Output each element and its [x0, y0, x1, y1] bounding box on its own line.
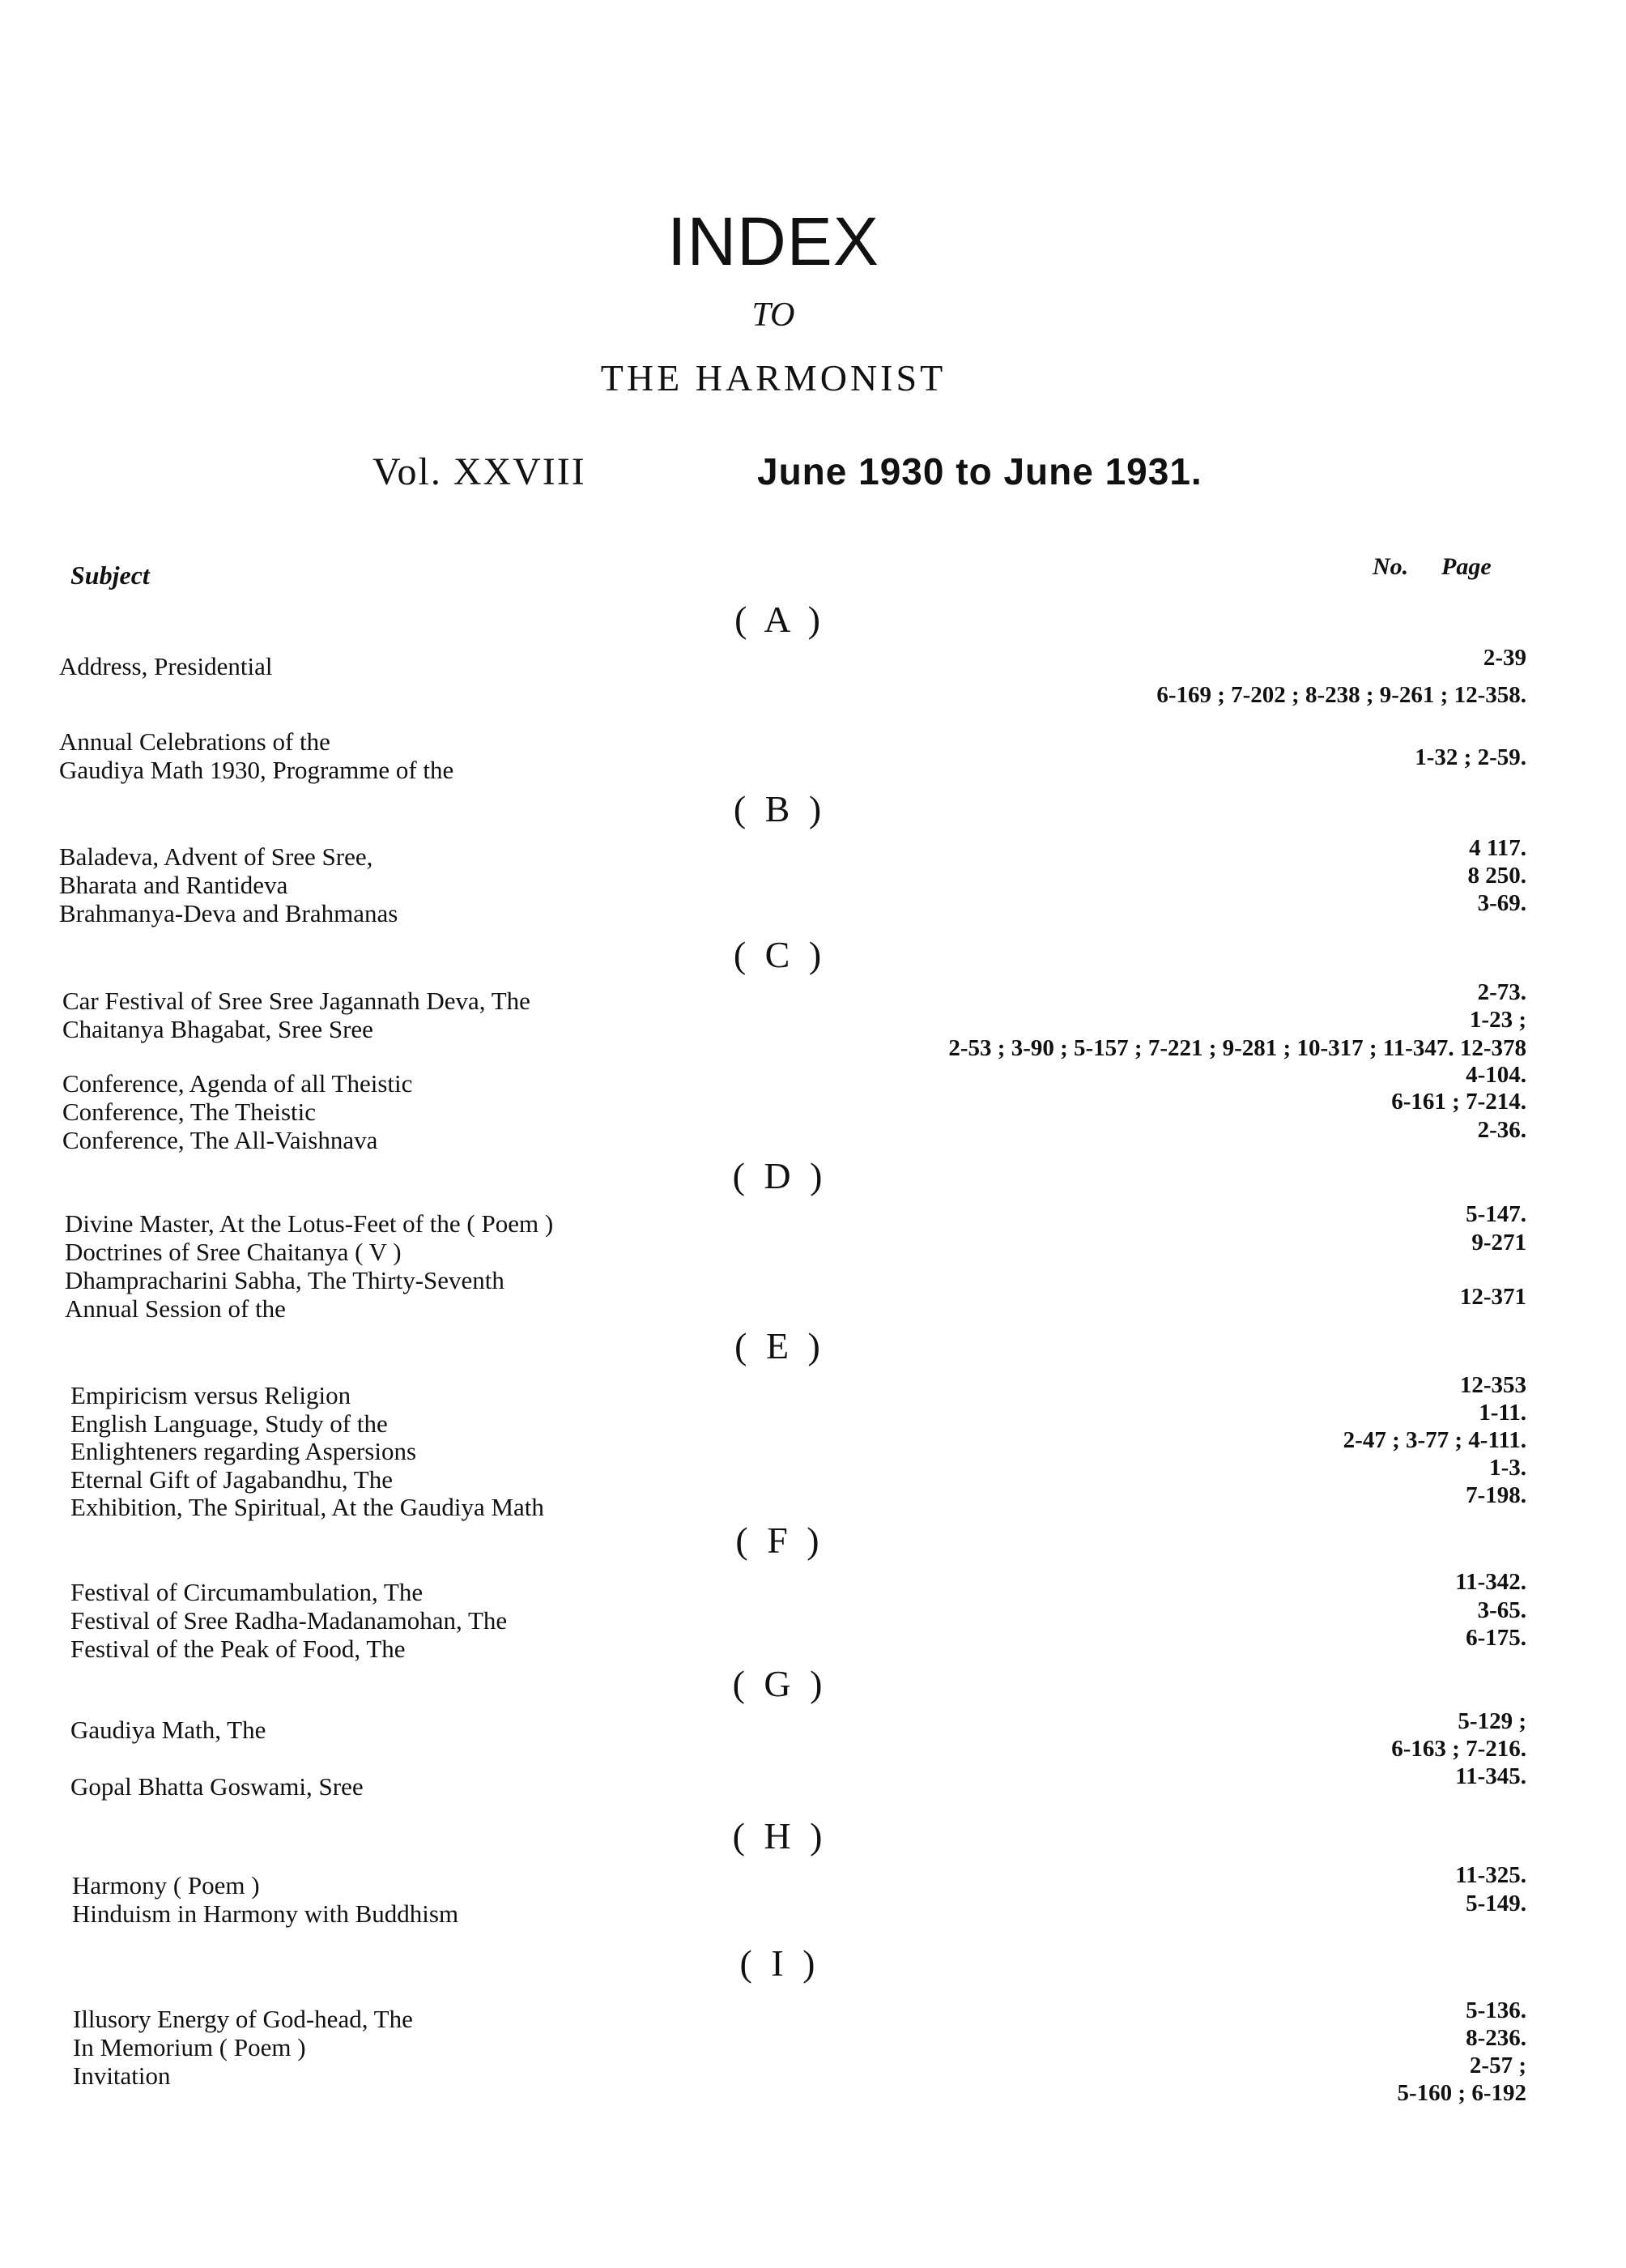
- index-entry-ref: 3-69.: [1477, 890, 1526, 916]
- index-entry-subject: Festival of Circumambulation, The: [70, 1578, 424, 1606]
- section-letter-i: ( I ): [739, 1942, 820, 1984]
- index-title: INDEX: [667, 203, 879, 279]
- index-entry-subject: Divine Master, At the Lotus-Feet of the ( Poem ): [65, 1209, 554, 1238]
- index-entry-subject: Illusory Energy of God-head, The: [73, 2005, 413, 2033]
- index-entry-ref: 5-160 ; 6-192: [1397, 2080, 1526, 2106]
- title-to: TO: [751, 296, 795, 334]
- column-header-subject: Subject: [70, 561, 150, 590]
- index-entry-subject: Gopal Bhatta Goswami, Sree: [70, 1772, 364, 1801]
- index-entry-ref: 1-3.: [1489, 1455, 1526, 1481]
- index-entry-ref: 6-175.: [1466, 1625, 1526, 1651]
- index-entry-ref: 2-73.: [1477, 979, 1526, 1005]
- section-letter-h: ( H ): [732, 1815, 828, 1857]
- index-entry-subject: Car Festival of Sree Sree Jagannath Deva, The: [62, 987, 530, 1015]
- index-entry-subject: Baladeva, Advent of Sree Sree,: [59, 842, 373, 871]
- index-entry-subject: Gaudiya Math 1930, Programme of the: [59, 756, 454, 784]
- index-entry-ref: 2-57 ;: [1469, 2053, 1526, 2078]
- index-entry-ref: 8-236.: [1466, 2025, 1526, 2051]
- index-entry-subject: English Language, Study of the: [70, 1409, 388, 1438]
- index-entry-ref: 7-198.: [1466, 1482, 1526, 1508]
- section-letter-a: ( A ): [734, 599, 825, 640]
- index-entry-ref: 2-36.: [1477, 1117, 1526, 1143]
- index-entry-ref: 11-342.: [1455, 1569, 1526, 1595]
- index-entry-subject: Conference, Agenda of all Theistic: [62, 1069, 413, 1098]
- index-entry-ref: 5-147.: [1466, 1201, 1526, 1227]
- index-entry-ref: 8 250.: [1467, 863, 1526, 889]
- index-entry-ref: 5-136.: [1466, 1997, 1526, 2023]
- index-entry-subject: Annual Celebrations of the: [59, 727, 330, 756]
- index-entry-subject: Bharata and Rantideva: [59, 871, 288, 899]
- journal-name: THE HARMONIST: [600, 357, 947, 399]
- index-entry-ref: 1-11.: [1479, 1400, 1526, 1426]
- index-entry-subject: Eternal Gift of Jagabandhu, The: [70, 1465, 393, 1494]
- index-entry-subject: Chaitanya Bhagabat, Sree Sree: [62, 1015, 373, 1043]
- index-entry-subject: Empiricism versus Religion: [70, 1381, 351, 1409]
- section-letter-d: ( D ): [732, 1155, 828, 1196]
- index-entry-ref: 11-325.: [1455, 1862, 1526, 1888]
- index-entry-subject: Invitation: [73, 2061, 171, 2090]
- index-entry-ref: 12-371: [1459, 1284, 1526, 1310]
- index-entry-ref: 11-345.: [1455, 1763, 1526, 1789]
- index-entry-ref: 3-65.: [1477, 1597, 1526, 1623]
- section-letter-f: ( F ): [735, 1520, 824, 1561]
- section-letter-b: ( B ): [733, 788, 827, 829]
- index-entry-subject: Annual Session of the: [65, 1294, 286, 1323]
- index-entry-ref: 12-353: [1459, 1372, 1526, 1398]
- column-header-no: No.: [1373, 553, 1409, 580]
- index-entry-ref: 6-163 ; 7-216.: [1391, 1736, 1526, 1762]
- index-entry-ref: 1-32 ; 2-59.: [1415, 744, 1526, 770]
- index-entry-subject: Brahmanya-Deva and Brahmanas: [59, 899, 398, 927]
- index-entry-ref: 2-39: [1483, 645, 1526, 671]
- index-entry-subject: Enlighteners regarding Aspersions: [70, 1437, 417, 1465]
- section-letter-e: ( E ): [734, 1325, 825, 1366]
- index-entry-ref: 5-129 ;: [1458, 1708, 1526, 1734]
- index-entry-ref: 6-161 ; 7-214.: [1391, 1089, 1526, 1115]
- index-entry-subject: In Memorium ( Poem ): [73, 2033, 306, 2061]
- date-range: June 1930 to June 1931.: [757, 450, 1202, 492]
- index-entry-ref: 6-169 ; 7-202 ; 8-238 ; 9-261 ; 12-358.: [1156, 682, 1526, 708]
- index-entry-ref: 4 117.: [1469, 835, 1526, 861]
- index-entry-ref: 4-104.: [1466, 1062, 1526, 1088]
- section-letter-c: ( C ): [733, 934, 827, 975]
- column-header-page: Page: [1441, 553, 1492, 580]
- index-entry-ref: 9-271: [1471, 1230, 1526, 1256]
- index-entry-subject: Festival of the Peak of Food, The: [70, 1635, 406, 1663]
- section-letter-g: ( G ): [732, 1663, 828, 1704]
- index-entry-subject: Festival of Sree Radha-Madanamohan, The: [70, 1606, 508, 1635]
- index-entry-subject: Doctrines of Sree Chaitanya ( V ): [65, 1238, 402, 1266]
- index-entry-ref: 2-53 ; 3-90 ; 5-157 ; 7-221 ; 9-281 ; 10-317 ; 11-347. 12-378: [948, 1035, 1526, 1061]
- index-entry-subject: Conference, The Theistic: [62, 1098, 317, 1126]
- volume-label: Vol. XXVIII: [372, 450, 586, 493]
- index-entry-ref: 5-149.: [1466, 1891, 1526, 1916]
- index-entry-subject: Exhibition, The Spiritual, At the Gaudiya Math: [70, 1493, 544, 1521]
- index-entry-subject: Conference, The All-Vaishnava: [62, 1126, 378, 1154]
- index-entry-subject: Gaudiya Math, The: [70, 1716, 266, 1744]
- index-entry-subject: Dhampracharini Sabha, The Thirty-Seventh: [65, 1266, 504, 1294]
- index-entry-ref: 1-23 ;: [1469, 1007, 1526, 1033]
- index-entry-subject: Harmony ( Poem ): [72, 1871, 260, 1899]
- index-entry-subject: Address, Presidential: [59, 652, 273, 680]
- index-entry-ref: 2-47 ; 3-77 ; 4-111.: [1343, 1427, 1526, 1453]
- index-entry-subject: Hinduism in Harmony with Buddhism: [72, 1899, 459, 1928]
